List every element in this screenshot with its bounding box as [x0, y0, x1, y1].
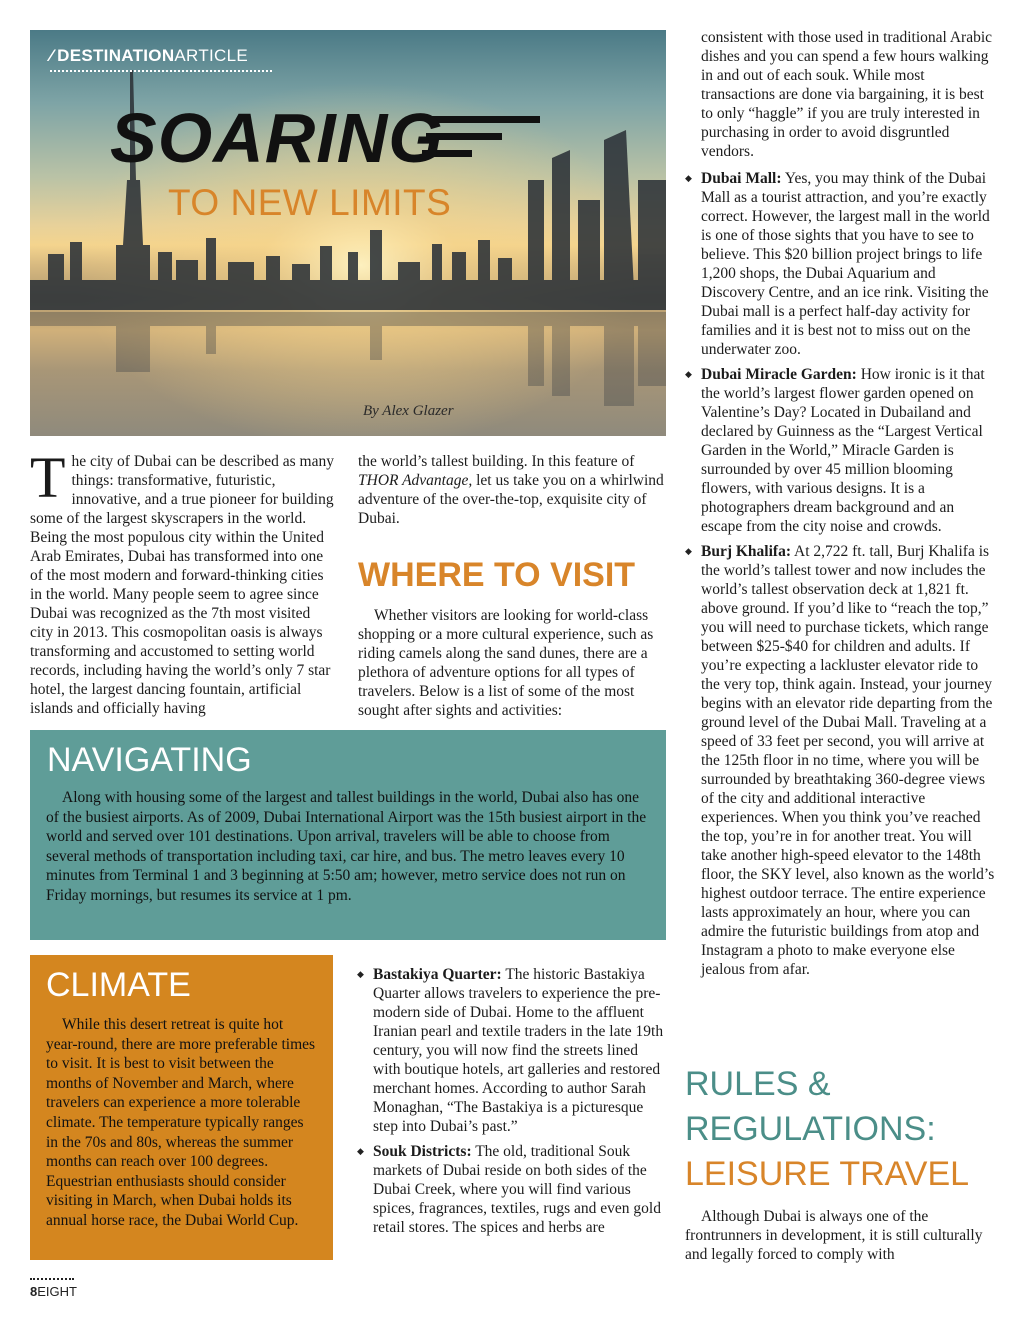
hero-image [30, 30, 666, 436]
list-item-text: At 2,722 ft. tall, Burj Khalifa is the world’s tallest tower and now includes the world’s tallest observation deck at 1,821 ft. above ground. If you’d like to “reach the top,” you will need to purchase tickets, which range between $25-$40 for children and adults. If you’re expecting a lackluster elevator ride to the very top, think again. Instead, your journey begins with an elevator ride departing from the ground level of the Dubai Mall. Traveling at a speed of 33 feet per second, you will arrive at the 125th floor in no time, where you will be surrounded by breathtaking 360-degree views of the city and additional interactive experiences. When you think you’ve reached the top, you’re in for another treat. You will take another high-speed elevator to the 148th floor, the SKY level, also known as the world’s highest outdoor terrace. The entire experience lasts approximately an hour, where you can admire the futuristic buildings from atop and Instagram a photo to make everyone else jealous from afar. [701, 543, 995, 978]
byline: By Alex Glazer [363, 403, 454, 419]
list-item-title: Dubai Miracle Garden: [701, 366, 857, 383]
article-title: SOARING [110, 99, 444, 177]
intro-paragraph [30, 445, 336, 718]
list-item [685, 542, 997, 979]
intro-continued-column [358, 452, 664, 720]
navigating-heading: NAVIGATING [47, 741, 252, 779]
intro-continued-text-end: let us take you on a whirlwind adventure of the over-the-top, exquisite city of Dubai. [358, 472, 664, 527]
article-subtitle: TO NEW LIMITS [168, 182, 452, 223]
list-item-title: Burj Khalifa: [701, 543, 791, 560]
intro-continued-text: the world’s tallest building. In this feature of [358, 453, 635, 470]
climate-box [30, 955, 333, 1260]
rules-heading-line-1: RULES & [685, 1065, 831, 1103]
footer-divider [30, 1278, 74, 1280]
list-item [685, 169, 997, 359]
right-column [685, 28, 997, 985]
list-item-title: Souk Districts: [373, 1143, 472, 1160]
middle-bullet-list [357, 965, 665, 1237]
list-item [685, 365, 997, 536]
slash-icon: ⁄ [50, 46, 54, 65]
list-item-text: The old, traditional Souk markets of Dubai reside on both sides of the Dubai Creek, where you will find various spices, fragrances, textiles, rugs and even gold retail stores. The spices and herbs are [373, 1143, 661, 1236]
list-item-text: Yes, you may think of the Dubai Mall as a tourist attraction, and you’re exactly correct. However, the largest mall in the world is one of those sights that you have to see to believe. This $20 billion project brings to life 1,200 shops, the Dubai Aquarium and Discovery Centre, and an ice rink. Visiting the Dubai mall is a perfect half-day activity for families and it is best not to miss out on the underwater zoo. [701, 170, 990, 358]
rules-section [685, 1062, 997, 1264]
dubai-skyline-illustration [30, 30, 666, 436]
destination-tag-light: ARTICLE [174, 46, 248, 65]
list-item-title: Dubai Mall: [701, 170, 782, 187]
right-bullet-list [685, 169, 997, 979]
list-item-title: Bastakiya Quarter: [373, 966, 502, 983]
navigating-box [30, 730, 666, 940]
rules-heading-line-3: LEISURE TRAVEL [685, 1155, 970, 1193]
tag-divider [50, 70, 272, 72]
climate-text: While this desert retreat is quite hot year-round, there are more preferable times to visit. It is best to visit between the months of November and March, where travelers can experience a more tolerable climate. The temperature typically ranges in the 70s and 80s, whereas the summer months can reach over 100 degrees. Equestrian enthusiasts should consider visiting in March, when Dubai holds its annual horse race, the Dubai World Cup. [46, 1016, 316, 1229]
destination-tag [50, 46, 248, 66]
where-to-visit-text: Whether visitors are looking for world-class shopping or a more cultural experience, such as riding camels along the sand dunes, there are a plethora of adventure options for all types of travelers. Below is a list of some of the most sought after sights and activities: [358, 607, 654, 719]
climate-heading: CLIMATE [46, 966, 191, 1004]
page-number: 8 [30, 1284, 38, 1299]
list-item [357, 965, 665, 1136]
drop-cap: T [30, 445, 66, 510]
where-to-visit-heading: WHERE TO VISIT [358, 556, 636, 594]
publication-name: THOR Advantage, [358, 472, 473, 489]
list-item-text: How ironic is it that the world’s largest flower garden opened on Valentine’s Day? Located in Dubailand and declared by Guinness as the “Largest Vertical Garden in the World,” Miracle Garden is surrounded by over 45 million blooming flowers, with various designs. It is a photographers dream background and an escape from the city noise and crowds. [701, 366, 985, 535]
rules-heading-line-2: REGULATIONS: [685, 1110, 936, 1148]
destination-tag-bold: DESTINATION [57, 46, 175, 65]
page-footer [30, 1284, 77, 1299]
intro-text: he city of Dubai can be described as many things: transformative, futuristic, innovative, and a true pioneer for building some of the largest skyscrapers in the world. Being the most populous city within the United Arab Emirates, Dubai has transformed into one of the most modern and forward-thinking cities in the world. Many people seem to agree since Dubai was recognized as the 7th most visited city in 2013. This cosmopolitan oasis is always transforming and accustomed to setting world records, including having the world’s only 7 star hotel, the largest dancing fountain, artificial islands and officially having [30, 453, 334, 717]
souk-continued-text: consistent with those used in traditional Arabic dishes and you can spend a few hours walking in and out of each souk. While most transactions are done via bargaining, it is best to only “haggle” if you are truly interested in purchasing in order to avoid disgruntled vendors. [701, 29, 993, 160]
navigating-text: Along with housing some of the largest and tallest buildings in the world, Dubai also has one of the busiest airports. As of 2009, Dubai International Airport was the 15th busiest airport in the world and served over 101 destinations. Upon arrival, travelers will be able to choose from several methods of transportation including taxi, car hire, and bus. The metro leaves every 10 minutes from Terminal 1 and 3 beginning at 5:50 am; however, metro service does not run on Friday mornings, but resumes its service at 1 pm. [46, 789, 647, 904]
list-item [357, 1142, 665, 1237]
rules-text: Although Dubai is always one of the frontrunners in development, it is still culturally and legally forced to comply with [685, 1208, 983, 1263]
list-item-text: The historic Bastakiya Quarter allows travelers to experience the pre-modern side of Dubai. Home to the affluent Iranian pearl and textile traders in the late 19th century, you will now find the streets lined with boutique hotels, art galleries and restored merchant homes. According to author Sarah Monaghan, “The Bastakiya is a picturesque step into Dubai’s past.” [373, 966, 664, 1135]
intro-column [30, 445, 336, 718]
intro-continued-paragraph [358, 452, 664, 528]
middle-bullet-column [357, 965, 665, 1243]
page-word: EIGHT [37, 1284, 77, 1299]
